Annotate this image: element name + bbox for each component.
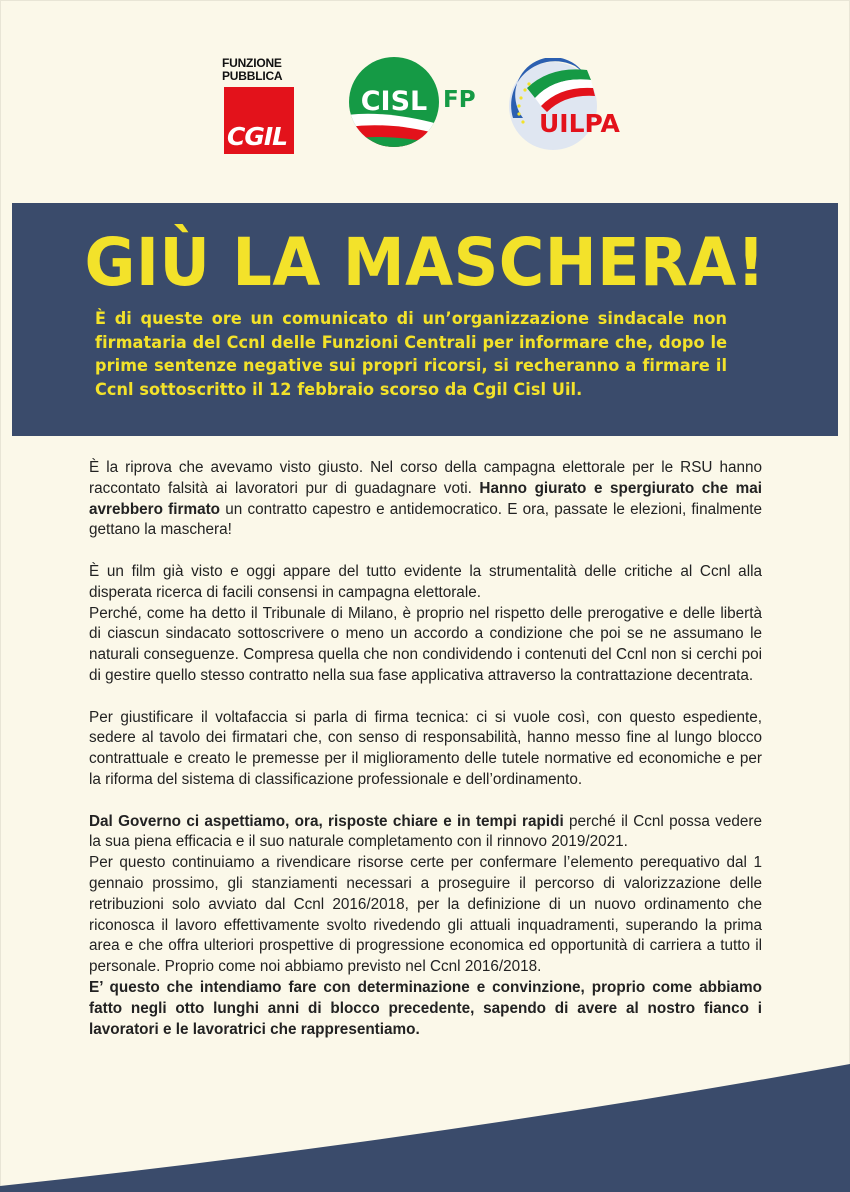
paragraph-7 <box>89 978 762 1040</box>
paragraph-4: Per giustificare il voltafaccia si parla di firma tecnica: ci si vuole così, con questo espediente, sedere al tavolo dei firmatari che, con senso di responsabilità, hanno messo fine al lungo blocco contrattuale e creato le premesse per il miglioramento delle tutele normative ed economiche e per la riforma del sistema di classificazione professionale e dell’ordinamento. <box>89 708 762 788</box>
cisl-brand: CISL <box>360 86 428 117</box>
paragraph-3: Perché, come ha detto il Tribunale di Milano, è proprio nel rispetto delle prerogative e delle libertà di ciascun sindacato sottoscrivere o meno un accordo a condizione che poi se ne assumano le naturali conseguenze. Compresa quella che non condividendo i contenuti del Ccnl non si cerchi poi di gestire quello stesso contratto nella sua fase applicativa attraverso la contrattazione decentrata. <box>89 604 762 684</box>
headline-banner <box>12 203 838 436</box>
fp-cgil-line2: PUBBLICA <box>222 69 283 83</box>
banner-subheadline: È di queste ore un comunicato di un’organizzazione sindacale non firmataria del Ccnl delle Funzioni Centrali per informare che, dopo le prime sentenze negative sui propri ricorsi, si recheranno a firmare il Ccnl sottoscritto il 12 febbraio scorso da Cgil Cisl Uil. <box>95 309 728 400</box>
cisl-fp-logo <box>347 55 482 150</box>
cisl-fp-suffix: FP <box>443 87 476 113</box>
logo-bar <box>0 0 850 200</box>
paragraph-1-text-b: un contratto capestro e antidemocratico. E ora, passate le elezioni, finalmente gettano la maschera! <box>89 500 762 539</box>
paragraph-1-bold: Hanno giurato e spergiurato che mai avrebbero firmato <box>89 479 763 518</box>
paragraph-5 <box>89 812 762 854</box>
uilpa-brand: UILPA <box>539 109 620 138</box>
page-title: GIÙ LA MASCHERA! <box>84 224 766 301</box>
paragraph-5-text: perché il Ccnl possa vedere la sua piena efficacia e il suo naturale completamento con il rinnovo 2019/2021. <box>89 812 762 851</box>
paragraph-1-text-a: È la riprova che avevamo visto giusto. Nel corso della campagna elettorale per le RSU hanno raccontato falsità ai lavoratori pur di guadagnare voti. <box>89 459 762 497</box>
cgil-red-box <box>224 87 294 154</box>
paragraph-2: È un film già visto e oggi appare del tutto evidente la strumentalità delle critiche al Ccnl alla disperata ricerca di facili consensi in campagna elettorale. <box>89 562 762 601</box>
cgil-brand: CGIL <box>227 122 288 151</box>
body-text <box>89 458 762 1040</box>
uilpa-logo <box>505 58 630 158</box>
paragraph-6: Per questo continuiamo a rivendicare risorse certe per confermare l’elemento perequativo dal 1 gennaio prossimo, gli stanziamenti necessari a proseguire il percorso di valorizzazione delle retribuzioni solo avviato dal Ccnl 2016/2018, per la definizione di un nuovo ordinamento che riconosca il lavoro effettivamente svolto rivedendo gli attuali inquadramenti, superando la prima area e che offra ulteriori prospettive di progressione economica ed opportunità di carriera a tutto il personale. Proprio come noi abbiamo previsto nel Ccnl 2016/2018. <box>89 854 762 976</box>
bottom-wave-decoration <box>0 1050 850 1192</box>
paragraph-7-bold: E’ questo che intendiamo fare con determinazione e convinzione, proprio come abbiamo fatto negli otto lunghi anni di blocco precedente, sapendo di avere al nostro fianco i lavoratori e le lavoratrici che rappresentiamo. <box>89 978 762 1038</box>
paragraph-1 <box>89 458 762 541</box>
fp-cgil-logo <box>222 57 294 155</box>
paragraph-5-bold: Dal Governo ci aspettiamo, ora, risposte chiare e in tempi rapidi <box>89 812 564 830</box>
fp-cgil-line1: FUNZIONE <box>222 56 282 70</box>
